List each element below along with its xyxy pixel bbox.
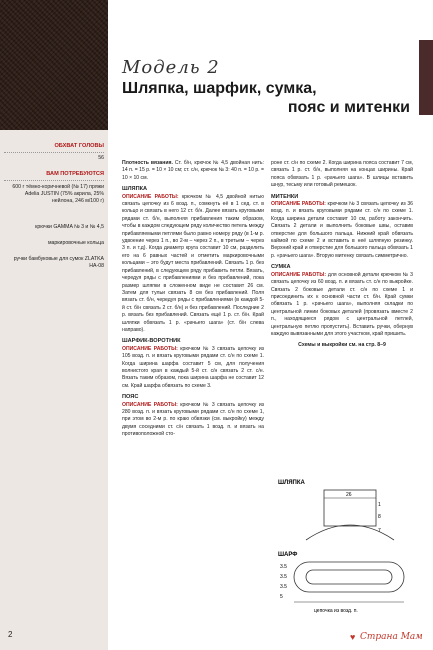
mitts-desc-label: ОПИСАНИЕ РАБОТЫ: [271,201,326,208]
belt-desc-label: ОПИСАНИЕ РАБОТЫ: [122,401,178,408]
gauge-label: Плотность вязания. [122,160,173,166]
hat-dim-width: 26 [346,492,352,498]
hat-title: ШЛЯПКА [122,186,148,193]
markers-text: маркировочные кольца [47,240,104,246]
hat-dim-1: 1 [378,502,381,508]
title-line-1: Шляпка, шарфик, сумка, [122,80,317,97]
head-size-value: 56 [98,155,104,161]
bag-text: для основной детали крючком № 3 связать цепочку из 60 возд. п. и вязать ст. с/н по выкройке. Связать 2 боковые детали ст. с/н по схеме 1 и присоединить их к основной части ст. б/н. Край сумки обвязать 1 р. «рачьего шага», выполняя складки по центральной линии боковых деталей (провязать вместе 2 п., находящиеся рядом с центральной петлей, центральную петлю пропустить). Вставить ручки, обернув каждую вывязанными для этого участком, край пришить. [271,271,414,337]
pattern-diagram [276,470,416,620]
bag-title: СУМКА [271,264,291,271]
yarn-text: 600 г тёмно-коричневой (№ 17) пряжи Adelia JUSTIN (75% акрила, 25% нейлона, 246 м/100 г) [12,184,104,204]
mitts-title: МИТЕНКИ [271,193,299,200]
belt-continued-text: роне ст. с/н по схеме 2. Когда ширина пояса составит 7 см, связать 1 р. ст. б/н, выполняя на концах ширины. Край пояса обвязать 1 р. «рачьего шага». В шлицы вставить шнур, тесьму или готовый ремешок. [271,160,413,189]
scarf-dim-4: 5 [280,594,283,600]
scarf-dim-3: 3.5 [280,584,287,590]
bag-desc-label: ОПИСАНИЕ РАБОТЫ: [271,271,327,278]
page-number: 2 [8,630,13,639]
scarf-desc-label: ОПИСАНИЕ РАБОТЫ: [122,345,178,352]
belt-text: крючком № 3 связать цепочку из 280 возд. п. и вязать круговыми рядами ст. с/н по схеме 1, при этом во 2-м р. по краю обвязки (см. выкройку) между двумя соседними ст. с/н связать 1 возд. п. и вязать на противоположной сто- [122,401,264,438]
see-schemes-note: Схемы и выкройки см. на стр. 8–9 [298,342,386,349]
hook-text: крючки GAMMA № 3 и № 4,5 [35,224,104,230]
scarf-dim-2: 3.5 [280,574,287,580]
watermark: Страна Мам [360,632,423,642]
page-title [122,79,412,117]
fabric-photo [0,0,108,130]
scarf-outer-shape [294,562,404,592]
hat-diagram-label: ШЛЯПКА [278,480,305,486]
handles-text: ручки бамбуковые для сумок ZLATKA HA-08 [13,256,104,269]
hat-dim-3: 7 [378,528,381,534]
divider [4,180,104,181]
header-accent [419,40,433,115]
gauge-text: Ст. б/н, крючок № 4,5 двойная нить: 14 п. = 15 р. = 10 × 10 см; ст. с/н, крючок № 3: 40 п. = 10 р. = 10 × 10 см. [122,160,264,181]
scarf-title: ШАРФИК-ВОРОТНИК [122,338,181,345]
hat-desc-label: ОПИСАНИЕ РАБОТЫ: [122,193,179,200]
model-label: Модель 2 [122,57,220,78]
column-2 [271,160,413,350]
divider [4,152,104,153]
scarf-inner-shape [306,570,392,584]
hat-text: крючком № 4,5 двойной нитью связать цепочку из 6 возд. п., сомкнуть её в 1 сед. ст. в кольцо и связать в него 12 ст. б/н. Далее вязать круговыми рядами ст. б/н, выполняя прибавления таким образом, чтобы в каждом следующем ряду количество петель между прибавляемыми петлями было равно номеру ряду (в 1-м р. удвоение через 1 п., во 2-м – через 2 п., в третьем – через 3 п. и т.д). Когда диаметр круга составит 10 см, разделить его на 6 равных частей и отметить маркировочными кольцами – это будут места прибавлений. Связать 1 р. без прибавлений, в следующем ряду прибавить петли. Вязать, чередуя ряды с прибавлениями и без прибавлений, пока размер шляпки в сложенном виде не составит 26 см. Затем для тульи связать 8 см без прибавлений. Поля вязать ст. б/н, чередуя ряды с прибавлениями (в каждой 5-й ст. б/н связать 2 ст. б/н) и без прибавлений. Последние 2 р. вязать без прибавлений. Связать ещё 1 р. ст. б/н. Край шляпки обвязать 1 р. «рачьего шага» (ст. б/н слева направо). [122,193,264,333]
scarf-dim-1: 3.5 [280,564,287,570]
watermark-heart-icon: ♥ [350,632,356,642]
chain-label: цепочка из возд. п. [314,608,358,614]
mitts-text: крючком № 3 связать цепочку из 36 возд. п. и вязать круговыми рядами ст. с/н по схеме 1. Когда ширина детали составит 10 см, работу закончить. Связать 2 детали и выполнить боковые швы, оставив отверстие для большого пальца. Нижний край обвязать каймой по схеме 2 и вставить в неё шляпную резинку. Верхний край и отверстие для большого пальца обвязать 1 р. «рачьего шага». Вторую митенку связать симметрично. [271,201,413,259]
hat-dim-2: 8 [378,514,381,520]
column-1 [122,160,264,439]
hat-brim-shape [306,525,394,540]
materials-label: ВАМ ПОТРЕБУЮТСЯ [46,171,104,177]
scarf-diagram-label: ШАРФ [278,552,298,558]
belt-title: ПОЯС [122,394,139,401]
scarf-text: крючком № 3 связать цепочку из 105 возд. п. и вязать круговыми рядами ст. с/н по схеме 1. Когда ширина шарфа составит 5 см, для получения волнистого края в каждый 5-й ст. с/н связать 2 ст. с/н. Вязать таким образом, пока ширина шарфа не составит 12 см. Край шарфа обвязать по схеме 3. [122,345,264,389]
head-size-label: ОБХВАТ ГОЛОВЫ [54,143,104,149]
title-line-2: пояс и митенки [287,99,410,116]
